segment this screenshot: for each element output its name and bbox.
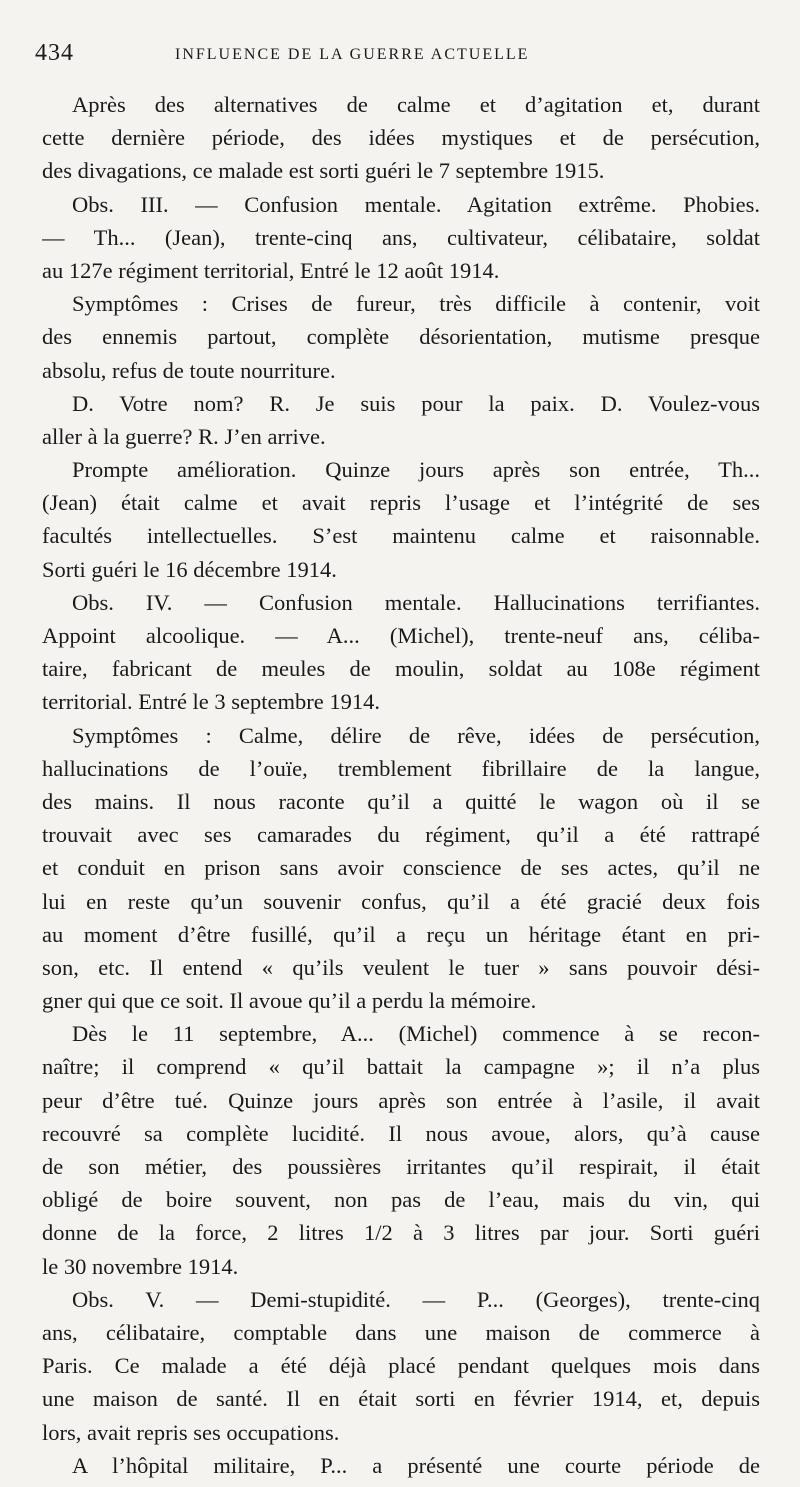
text-line: facultés intellectuelles. S’est maintenu calme et raisonnable.	[42, 523, 760, 549]
text-line: au 127e régiment territorial, Entré le 12 août 1914.	[42, 257, 500, 283]
page-number: 434	[35, 40, 74, 66]
text-line: Après des alternatives de calme et d’agitation et, durant	[72, 92, 760, 117]
text-line: Symptômes : Calme, délire de rêve, idées de persécution,	[72, 722, 760, 748]
text-line: absolu, refus de toute nourriture.	[42, 357, 336, 383]
text-line: taire, fabricant de meules de moulin, soldat au 108e régiment	[42, 656, 760, 682]
text-line: son, etc. Il entend « qu’ils veulent le tuer » sans pouvoir dési-	[42, 954, 760, 980]
text-line: donne de la force, 2 litres 1/2 à 3 litres par jour. Sorti guéri	[42, 1220, 760, 1246]
text-line: des mains. Il nous raconte qu’il a quitté le wagon où il se	[42, 788, 760, 814]
text-line: cette dernière période, des idées mystiques et de persécution,	[42, 125, 760, 151]
body-text	[42, 88, 760, 1482]
text-line: lors, avait repris ses occupations.	[42, 1419, 340, 1445]
text-line: peur d’être tué. Quinze jours après son entrée à l’asile, il avait	[42, 1087, 760, 1113]
text-line: des divagations, ce malade est sorti guéri le 7 septembre 1915.	[42, 158, 605, 184]
page-header	[35, 40, 755, 70]
text-line: aller à la guerre? R. J’en arrive.	[42, 423, 326, 449]
text-line: le 30 novembre 1914.	[42, 1253, 239, 1279]
text-line: territorial. Entré le 3 septembre 1914.	[42, 689, 381, 715]
text-line: D. Votre nom? R. Je suis pour la paix. D. Voulez-vous	[72, 390, 760, 416]
text-line: — Th... (Jean), trente-cinq ans, cultivateur, célibataire, soldat	[42, 224, 760, 250]
text-line: A l’hôpital militaire, P... a présenté une courte période de	[72, 1452, 760, 1478]
text-line: hallucinations de l’ouïe, tremblement fibrillaire de la langue,	[42, 755, 760, 781]
observation-heading: Obs. III. — Confusion mentale. Agitation extrême. Phobies.	[72, 191, 760, 217]
text-line: une maison de santé. Il en était sorti en février 1914, et, depuis	[42, 1386, 760, 1412]
text-line: naître; il comprend « qu’il battait la campagne »; il n’a plus	[42, 1054, 760, 1080]
observation-heading: Obs. V. — Demi-stupidité. — P... (Georges), trente-cinq	[72, 1286, 760, 1312]
running-head: INFLUENCE DE LA GUERRE ACTUELLE	[175, 46, 530, 63]
text-line: (Jean) était calme et avait repris l’usage et l’intégrité de ses	[42, 490, 760, 516]
text-line: au moment d’être fusillé, qu’il a reçu un héritage étant en pri-	[42, 921, 760, 947]
text-line: Dès le 11 septembre, A... (Michel) commence à se recon-	[72, 1021, 760, 1047]
text-line: ans, célibataire, comptable dans une maison de commerce à	[42, 1319, 760, 1345]
text-line: Appoint alcoolique. — A... (Michel), trente-neuf ans, céliba-	[42, 623, 760, 648]
observation-heading: Obs. IV. — Confusion mentale. Hallucinations terrifiantes.	[72, 589, 760, 615]
text-line: gner qui que ce soit. Il avoue qu’il a perdu la mémoire.	[42, 988, 537, 1014]
text-line: recouvré sa complète lucidité. Il nous avoue, alors, qu’à cause	[42, 1120, 760, 1146]
text-line: des ennemis partout, complète désorientation, mutisme presque	[42, 324, 760, 350]
text-line: Prompte amélioration. Quinze jours après son entrée, Th...	[72, 457, 760, 483]
text-line: de son métier, des poussières irritantes qu’il respirait, il était	[42, 1154, 760, 1179]
text-line: Symptômes : Crises de fureur, très difficile à contenir, voit	[72, 291, 760, 317]
text-line: trouvait avec ses camarades du régiment, qu’il a été rattrapé	[42, 822, 760, 848]
text-line: lui en reste qu’un souvenir confus, qu’il a été gracié deux fois	[42, 888, 760, 914]
text-line: Sorti guéri le 16 décembre 1914.	[42, 556, 337, 582]
text-line: et conduit en prison sans avoir conscience de ses actes, qu’il ne	[42, 855, 760, 881]
text-line: Paris. Ce malade a été déjà placé pendant quelques mois dans	[42, 1353, 760, 1379]
text-line: obligé de boire souvent, non pas de l’eau, mais du vin, qui	[42, 1187, 760, 1213]
